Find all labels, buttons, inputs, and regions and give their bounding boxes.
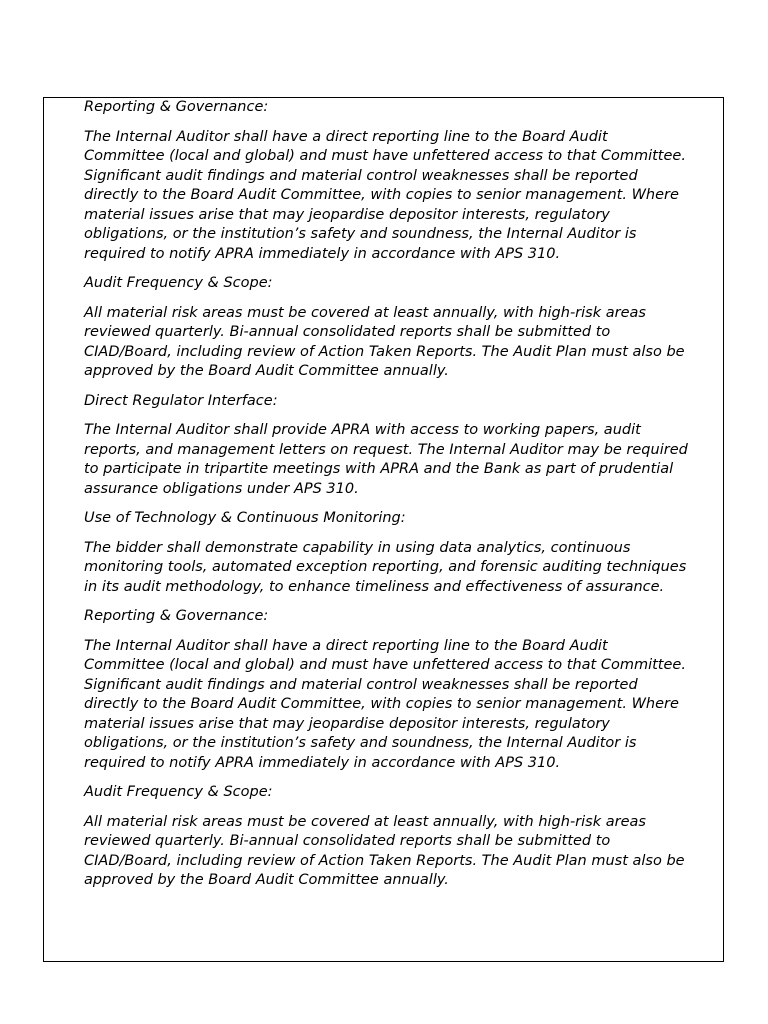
section-body: The Internal Auditor shall have a direct reporting line to the Board Audit Committee (local and global) and must have unfettered access to that Committee. Significant audit findings and material control weaknesses shall be reported directly to the Board Audit Committee, with copies to senior management. Where material issues arise that may jeopardise depositor interests, regulatory obligations, or the institution’s safety and soundness, the Internal Auditor is required to notify APRA immediately in accordance with APS 310. xyxy=(84,128,686,262)
section-body: The Internal Auditor shall have a direct reporting line to the Board Audit Committee (local and global) and must have unfettered access to that Committee. Significant audit findings and material control weaknesses shall be reported directly to the Board Audit Committee, with copies to senior management. Where material issues arise that may jeopardise depositor interests, regulatory obligations, or the institution’s safety and soundness, the Internal Auditor is required to notify APRA immediately in accordance with APS 310. xyxy=(84,637,686,771)
section-heading: Direct Regulator Interface: xyxy=(84,392,278,409)
section-heading: Reporting & Governance: xyxy=(84,608,269,624)
section-heading: Use of Technology & Continuous Monitoring: xyxy=(84,510,406,526)
section-body: All material risk areas must be covered at least annually, with high-risk areas reviewed quarterly. Bi-annual consolidated reports shall be submitted to CIAD/Board, including review of Action Taken Reports. The Audit Plan must also be approved by the Board Audit Committee annually. xyxy=(84,813,685,888)
section-body: The bidder shall demonstrate capability in using data analytics, continuous monitoring tools, automated exception reporting, and forensic auditing techniques in its audit methodology, to enhance timeliness and effectiveness of assurance. xyxy=(84,539,687,595)
document-content xyxy=(84,98,689,901)
document-frame xyxy=(43,97,724,962)
section-heading: Audit Frequency & Scope: xyxy=(84,275,273,291)
section-body: All material risk areas must be covered at least annually, with high-risk areas reviewed quarterly. Bi-annual consolidated reports shall be submitted to CIAD/Board, including review of Action Taken Reports. The Audit Plan must also be approved by the Board Audit Committee annually. xyxy=(84,304,685,379)
section-heading: Reporting & Governance: xyxy=(84,99,269,115)
section-body: The Internal Auditor shall provide APRA with access to working papers, audit reports, and management letters on request. The Internal Auditor may be required to participate in tripartite meetings with APRA and the Bank as part of prudential assurance obligations under APS 310. xyxy=(84,422,688,497)
section-heading: Audit Frequency & Scope: xyxy=(84,784,273,800)
